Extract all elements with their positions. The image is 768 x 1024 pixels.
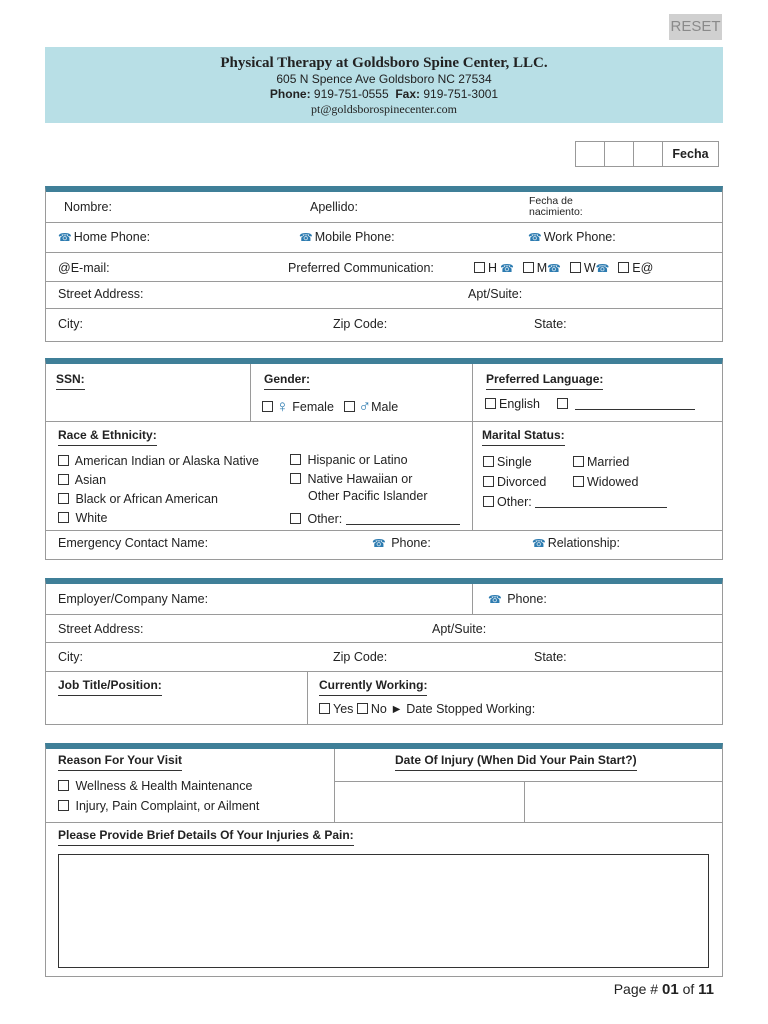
male-icon: ♂ <box>358 397 372 416</box>
checkbox[interactable] <box>58 474 69 485</box>
arrow-right-icon: ► <box>390 702 403 716</box>
single-checkbox[interactable] <box>483 456 494 467</box>
married-checkbox[interactable] <box>573 456 584 467</box>
checkbox[interactable] <box>58 493 69 504</box>
working-no-checkbox[interactable] <box>357 703 368 714</box>
job-title-field[interactable]: Job Title/Position: <box>58 678 162 696</box>
employer-street-field[interactable]: Street Address: <box>58 622 144 636</box>
city-field[interactable]: City: <box>58 317 83 331</box>
home-phone-field[interactable]: ☎ Home Phone: <box>58 230 151 244</box>
checkbox[interactable] <box>290 513 301 524</box>
clinic-name: Physical Therapy at Goldsboro Spine Center, LLC. <box>220 55 548 71</box>
phone-icon: ☎ <box>58 232 72 244</box>
comm-options: H ☎ M☎ W☎ E@ <box>474 261 653 275</box>
male-checkbox[interactable] <box>344 401 355 412</box>
comm-email-checkbox[interactable] <box>618 262 629 273</box>
street-field[interactable]: Street Address: <box>58 287 144 301</box>
comm-home-checkbox[interactable] <box>474 262 485 273</box>
phone-icon: ☎ <box>372 538 386 550</box>
language-label: Preferred Language: <box>486 372 603 390</box>
race-option-other[interactable]: Other: <box>290 511 460 528</box>
checkbox[interactable] <box>58 455 69 466</box>
employer-city-field[interactable]: City: <box>58 650 83 664</box>
employer-zip-field[interactable]: Zip Code: <box>333 650 388 664</box>
page-number: Page # 01 of 11 <box>613 981 714 998</box>
race-option-hawaiian-line2: Other Pacific Islander <box>308 489 428 503</box>
employer-street-row <box>46 615 722 643</box>
employer-phone-field[interactable]: ☎ Phone: <box>488 592 547 606</box>
relationship-field[interactable]: ☎ Relationship: <box>532 536 620 550</box>
comm-mobile-checkbox[interactable] <box>523 262 534 273</box>
details-textarea[interactable] <box>58 854 709 968</box>
email-field[interactable]: @E-mail: <box>58 261 110 275</box>
clinic-address: 605 N Spence Ave Goldsboro NC 27534 <box>276 72 492 86</box>
clinic-header <box>45 47 723 123</box>
reason-options <box>58 776 259 816</box>
other-language-input[interactable] <box>575 399 695 410</box>
employer-city-row <box>46 643 722 672</box>
race-option-hispanic[interactable]: Hispanic or Latino <box>290 452 460 469</box>
first-name-field[interactable]: Nombre: <box>64 200 112 214</box>
language-options: English <box>485 397 695 411</box>
last-name-field[interactable]: Apellido: <box>310 200 358 214</box>
date-field <box>576 141 719 167</box>
employer-field[interactable]: Employer/Company Name: <box>58 592 209 606</box>
female-checkbox[interactable] <box>262 401 273 412</box>
injury-option[interactable]: Injury, Pain Complaint, or Ailment <box>58 796 259 816</box>
personal-info-section <box>45 186 723 342</box>
date-month-input[interactable] <box>604 141 634 167</box>
checkbox[interactable] <box>290 473 301 484</box>
email-row <box>46 253 722 282</box>
emergency-phone-field[interactable]: ☎ Phone: <box>372 536 431 550</box>
name-row <box>46 192 722 223</box>
gender-options: ♀ Female ♂Male <box>262 397 398 417</box>
city-row <box>46 309 722 341</box>
marital-options: Single Married Divorced Widowed Other: <box>483 452 667 512</box>
female-icon: ♀ <box>276 397 289 416</box>
date-stopped-field[interactable]: Date Stopped Working: <box>406 702 536 716</box>
wellness-option[interactable]: Wellness & Health Maintenance <box>58 776 259 796</box>
currently-working-label: Currently Working: <box>319 678 427 696</box>
date-year-input[interactable] <box>633 141 663 167</box>
state-field[interactable]: State: <box>534 317 567 331</box>
date-day-input[interactable] <box>575 141 605 167</box>
phone-icon: ☎ <box>547 263 561 275</box>
race-option[interactable]: American Indian or Alaska Native <box>58 452 259 471</box>
reset-button[interactable]: RESET <box>669 14 722 40</box>
details-label: Please Provide Brief Details Of Your Injuries & Pain: <box>58 828 354 846</box>
clinic-contact: Phone: 919-751-0555 Fax: 919-751-3001 <box>269 87 499 101</box>
marital-label: Marital Status: <box>482 428 565 446</box>
phones-row <box>46 223 722 253</box>
race-option[interactable]: Asian <box>58 471 259 490</box>
phone-icon: ☎ <box>528 232 542 244</box>
zip-field[interactable]: Zip Code: <box>333 317 388 331</box>
visit-section <box>45 743 723 977</box>
injury-date-input-1[interactable] <box>335 782 524 822</box>
dob-field[interactable]: nacimiento: <box>529 206 583 218</box>
reason-label: Reason For Your Visit <box>58 753 182 771</box>
emergency-name-field[interactable]: Emergency Contact Name: <box>58 536 209 550</box>
race-option[interactable]: White <box>58 509 259 528</box>
comm-work-checkbox[interactable] <box>570 262 581 273</box>
marital-other-input[interactable] <box>535 497 667 508</box>
street-row <box>46 282 722 309</box>
working-yes-checkbox[interactable] <box>319 703 330 714</box>
date-label: Fecha <box>662 141 719 167</box>
race-option-hawaiian[interactable]: Native Hawaiian or <box>290 471 460 488</box>
race-option[interactable]: Black or African American <box>58 490 259 509</box>
checkbox[interactable] <box>58 512 69 523</box>
checkbox[interactable] <box>290 454 301 465</box>
race-options-left <box>58 452 259 528</box>
clinic-email: pt@goldsborospinecenter.com <box>310 102 458 116</box>
employer-apt-field[interactable]: Apt/Suite: <box>432 622 487 636</box>
date-injury-label: Date Of Injury (When Did Your Pain Start?) <box>395 753 637 771</box>
race-options-right <box>290 452 460 528</box>
demographics-section <box>45 358 723 560</box>
english-checkbox[interactable] <box>485 398 496 409</box>
ssn-field[interactable]: SSN: <box>56 372 85 390</box>
employer-state-field[interactable]: State: <box>534 650 567 664</box>
injury-date-input-2[interactable] <box>525 782 722 822</box>
checkbox[interactable] <box>58 780 69 791</box>
pref-comm-label: Preferred Communication: <box>288 261 434 275</box>
work-phone-field[interactable]: ☎ Work Phone: <box>528 230 616 244</box>
working-options: Yes No ► Date Stopped Working: <box>319 702 535 716</box>
phone-icon: ☎ <box>595 263 610 275</box>
dob-label-1: Fecha de <box>529 195 573 207</box>
employer-row <box>46 584 722 615</box>
other-language-checkbox[interactable] <box>557 398 568 409</box>
mobile-phone-field[interactable]: ☎ Mobile Phone: <box>299 230 395 244</box>
job-row <box>46 672 722 725</box>
marital-other-checkbox[interactable] <box>483 496 494 507</box>
divorced-checkbox[interactable] <box>483 476 494 487</box>
gender-label: Gender: <box>264 372 310 390</box>
race-label: Race & Ethnicity: <box>58 428 157 446</box>
phone-icon: ☎ <box>497 263 514 275</box>
phone-icon: ☎ <box>299 232 313 244</box>
race-other-input[interactable] <box>346 514 460 525</box>
details-area <box>46 823 722 976</box>
phone-icon: ☎ <box>532 538 546 550</box>
phone-icon: ☎ <box>488 594 502 606</box>
widowed-checkbox[interactable] <box>573 476 584 487</box>
employment-section <box>45 578 723 725</box>
apt-field[interactable]: Apt/Suite: <box>468 287 523 301</box>
checkbox[interactable] <box>58 800 69 811</box>
